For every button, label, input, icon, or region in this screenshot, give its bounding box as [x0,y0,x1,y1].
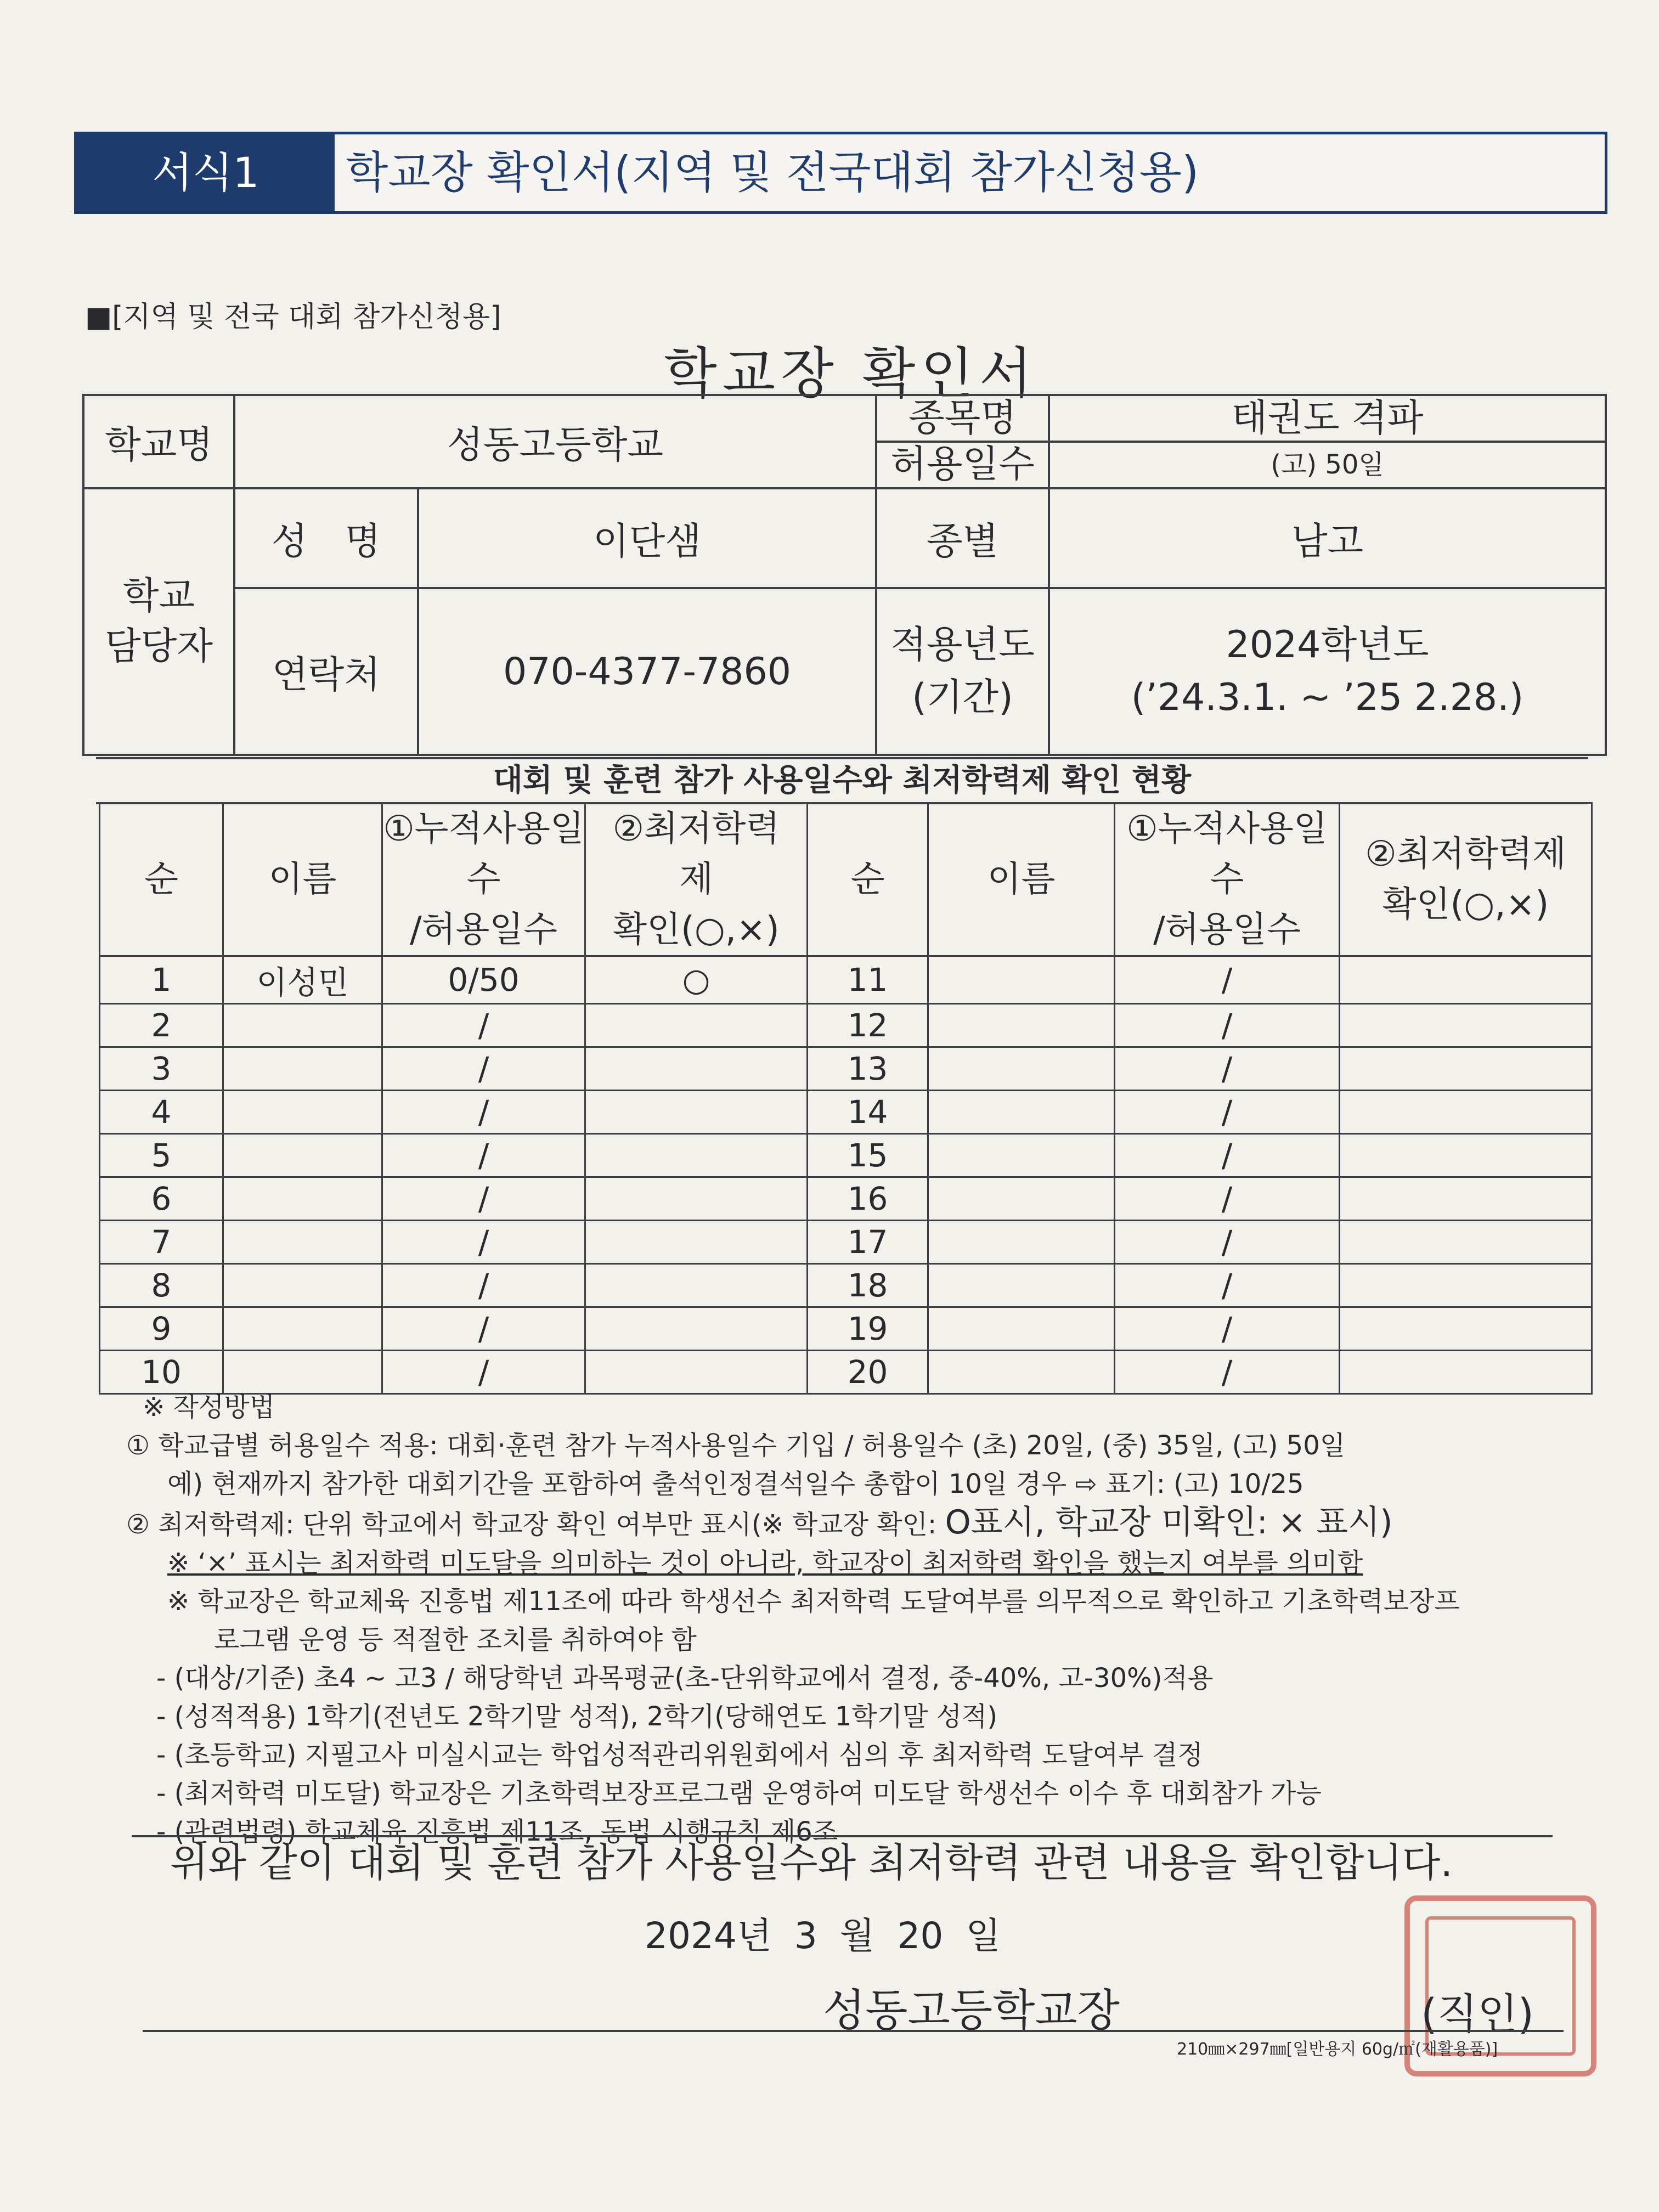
row-no: 3 [100,1047,223,1091]
row-check [585,1264,808,1307]
table-row [100,1264,1592,1307]
category-label: 종별 [876,488,1049,588]
event-value: 태권도 격파 [1050,397,1605,443]
row-check-2 [1340,1004,1592,1047]
table-row [100,1134,1592,1177]
table-row [100,1004,1592,1047]
row-days-2: / [1115,1221,1340,1264]
name-label: 성 명 [234,488,418,588]
col-header-days-2: ①누적사용일 수 /허용일수 [1115,803,1340,956]
row-days: / [382,1221,585,1264]
row-days-2: / [1115,1264,1340,1307]
row-check [585,1047,808,1091]
row-name [223,1177,382,1221]
row-check [585,1134,808,1177]
row-name [223,1221,382,1264]
row-no: 9 [100,1307,223,1351]
instruction-2 [126,1503,1607,1544]
row-no-2: 18 [808,1264,928,1307]
row-name-2 [928,1351,1115,1394]
table-row [100,956,1592,1004]
row-check [585,1091,808,1134]
detail-5: - (관련법령) 학교체육 진흥법 제11조, 동법 시행규칙 제6조 [156,1816,838,1847]
principal-title: 성동고등학교장 [823,1985,1120,2036]
row-no-2: 12 [808,1004,928,1047]
name-value: 이단샘 [418,488,876,588]
table-row [100,1091,1592,1134]
allowed-days-label: 허용일수 [890,443,1035,487]
col-header-check-2: ②최저학력제 확인(○,×) [1340,803,1592,956]
row-name [223,1307,382,1351]
contact-value: 070-4377-7860 [418,588,876,755]
instruction-2-mark: O표시, 학교장 미확인: × 표시) [945,1503,1393,1542]
row-name-2 [928,1134,1115,1177]
form-header [74,132,1607,214]
row-no-2: 15 [808,1134,928,1177]
row-no: 5 [100,1134,223,1177]
table-row [100,1177,1592,1221]
row-name-2 [928,1091,1115,1134]
divider [143,2030,1564,2032]
form-subtitle: ■[지역 및 전국 대회 참가신청용] [85,301,501,334]
row-no: 7 [100,1221,223,1264]
instruction-2-note-2b: 로그램 운영 등 적절한 조치를 취하여야 함 [214,1624,697,1655]
year-value-cell [1049,588,1606,755]
row-check-2 [1340,1134,1592,1177]
row-days: 0/50 [382,956,585,1004]
row-days-2: / [1115,1134,1340,1177]
form-number-tag: 서식1 [77,134,335,211]
row-name [223,1004,382,1047]
row-check-2 [1340,1351,1592,1394]
row-name-2 [928,1307,1115,1351]
row-no-2: 13 [808,1047,928,1091]
event-label: 종목명 [877,397,1048,443]
row-no-2: 11 [808,956,928,1004]
row-days-2: / [1115,1047,1340,1091]
row-name [223,1091,382,1134]
row-days-2: / [1115,1177,1340,1221]
contact-label: 연락처 [234,588,418,755]
document-title: 학교장 확인서 [664,341,1038,405]
row-name-2 [928,956,1115,1004]
instructions-heading: ※ 작성방법 [143,1392,275,1423]
row-no-2: 19 [808,1307,928,1351]
col-header-days: ①누적사용일 수 /허용일수 [382,803,585,956]
row-days: / [382,1091,585,1134]
row-days-2: / [1115,1004,1340,1047]
row-no: 2 [100,1004,223,1047]
event-value-cell [1049,395,1606,488]
col-header-name-2: 이름 [928,803,1115,956]
row-no-2: 20 [808,1351,928,1394]
row-no-2: 17 [808,1221,928,1264]
school-label: 학교명 [83,395,234,488]
row-check [585,1177,808,1221]
row-name [223,1264,382,1307]
row-days-2: / [1115,1351,1340,1394]
instruction-1: ① 학교급별 허용일수 적용: 대회·훈련 참가 누적사용일수 기입 / 허용일수 (초) 20일, (중) 35일, (고) 50일 [126,1430,1346,1461]
row-check: ○ [585,956,808,1004]
table-row [100,1307,1592,1351]
row-check [585,1004,808,1047]
seal-label: (직인) [1421,1989,1534,2038]
event-label-cell [876,395,1049,488]
form-header-title: 학교장 확인서(지역 및 전국대회 참가신청용) [346,147,1199,198]
row-name: 이성민 [223,956,382,1004]
col-header-no: 순 [100,803,223,956]
col-header-no-2: 순 [808,803,928,956]
row-name-2 [928,1177,1115,1221]
row-no-2: 14 [808,1091,928,1134]
row-name-2 [928,1004,1115,1047]
row-check [585,1221,808,1264]
status-section-title: 대회 및 훈련 참가 사용일수와 최저학력제 확인 현황 [96,757,1588,804]
row-check-2 [1340,1091,1592,1134]
instruction-2-note-1: ※ ‘×’ 표시는 최저학력 미도달을 의미하는 것이 아니라, 학교장이 최저학력 확인을 했는지 여부를 의미함 [167,1548,1363,1578]
row-no-2: 16 [808,1177,928,1221]
col-header-name: 이름 [223,803,382,956]
row-check [585,1307,808,1351]
paper-spec: 210㎜×297㎜[일반용지 60g/㎡(재활용품)] [1177,2040,1498,2059]
row-days: / [382,1004,585,1047]
row-name-2 [928,1221,1115,1264]
row-check-2 [1340,1221,1592,1264]
detail-3: - (초등학교) 지필고사 미실시교는 학업성적관리위원회에서 심의 후 최저학력 도달여부 결정 [156,1740,1203,1770]
row-name [223,1134,382,1177]
staff-label: 학교 담당자 [83,488,234,755]
table-row [100,1351,1592,1394]
row-check-2 [1340,1307,1592,1351]
school-info-table [82,394,1607,756]
instruction-1-example: 예) 현재까지 참가한 대회기간을 포함하여 출석인정결석일수 총합이 10일 경우 ⇨ 표기: (고) 10/25 [167,1469,1304,1499]
row-days: / [382,1307,585,1351]
row-name [223,1351,382,1394]
school-value: 성동고등학교 [234,395,876,488]
row-name-2 [928,1264,1115,1307]
row-check-2 [1340,1047,1592,1091]
row-days: / [382,1047,585,1091]
year-value: 2024학년도 [1226,623,1429,667]
instructions-section [126,1388,1607,1851]
row-check-2 [1340,1177,1592,1221]
signature-date: 2024년 3 월 20 일 [645,1915,1001,1957]
confirmation-statement: 위와 같이 대회 및 훈련 참가 사용일수와 최저학력 관련 내용을 확인합니다. [170,1839,1453,1886]
row-days-2: / [1115,1307,1340,1351]
row-no: 6 [100,1177,223,1221]
row-no: 1 [100,956,223,1004]
roster-table [99,802,1593,1395]
row-days: / [382,1134,585,1177]
row-check-2 [1340,1264,1592,1307]
col-header-check: ②최저학력 제 확인(○,×) [585,803,808,956]
row-name-2 [928,1047,1115,1091]
row-check [585,1351,808,1394]
detail-2: - (성적적용) 1학기(전년도 2학기말 성적), 2학기(당해연도 1학기말 성적) [156,1701,998,1732]
row-days: / [382,1177,585,1221]
table-row [100,1221,1592,1264]
detail-4: - (최저학력 미도달) 학교장은 기초학력보장프로그램 운영하여 미도달 학생선수 이수 후 대회참가 가능 [156,1778,1322,1809]
row-days-2: / [1115,956,1340,1004]
instruction-2-note-2a: ※ 학교장은 학교체육 진흥법 제11조에 따라 학생선수 최저학력 도달여부를 의무적으로 확인하고 기초학력보장프 [167,1586,1460,1617]
row-days-2: / [1115,1091,1340,1134]
row-no: 4 [100,1091,223,1134]
row-no: 10 [100,1351,223,1394]
row-no: 8 [100,1264,223,1307]
category-value: 남고 [1049,488,1606,588]
table-row [100,1047,1592,1091]
year-label: 적용년도 (기간) [876,588,1049,755]
year-period: (’24.3.1. ~ ’25 2.28.) [1131,676,1524,720]
row-name [223,1047,382,1091]
detail-1: - (대상/기준) 초4 ~ 고3 / 해당학년 과목평균(초-단위학교에서 결정, 중-40%, 고-30%)적용 [156,1663,1214,1694]
instruction-2-text: ② 최저학력제: 단위 학교에서 학교장 확인 여부만 표시(※ 학교장 확인: [126,1509,945,1540]
row-check-2 [1340,956,1592,1004]
row-days: / [382,1351,585,1394]
allowed-days-value: (고) 50일 [1271,449,1384,481]
row-days: / [382,1264,585,1307]
